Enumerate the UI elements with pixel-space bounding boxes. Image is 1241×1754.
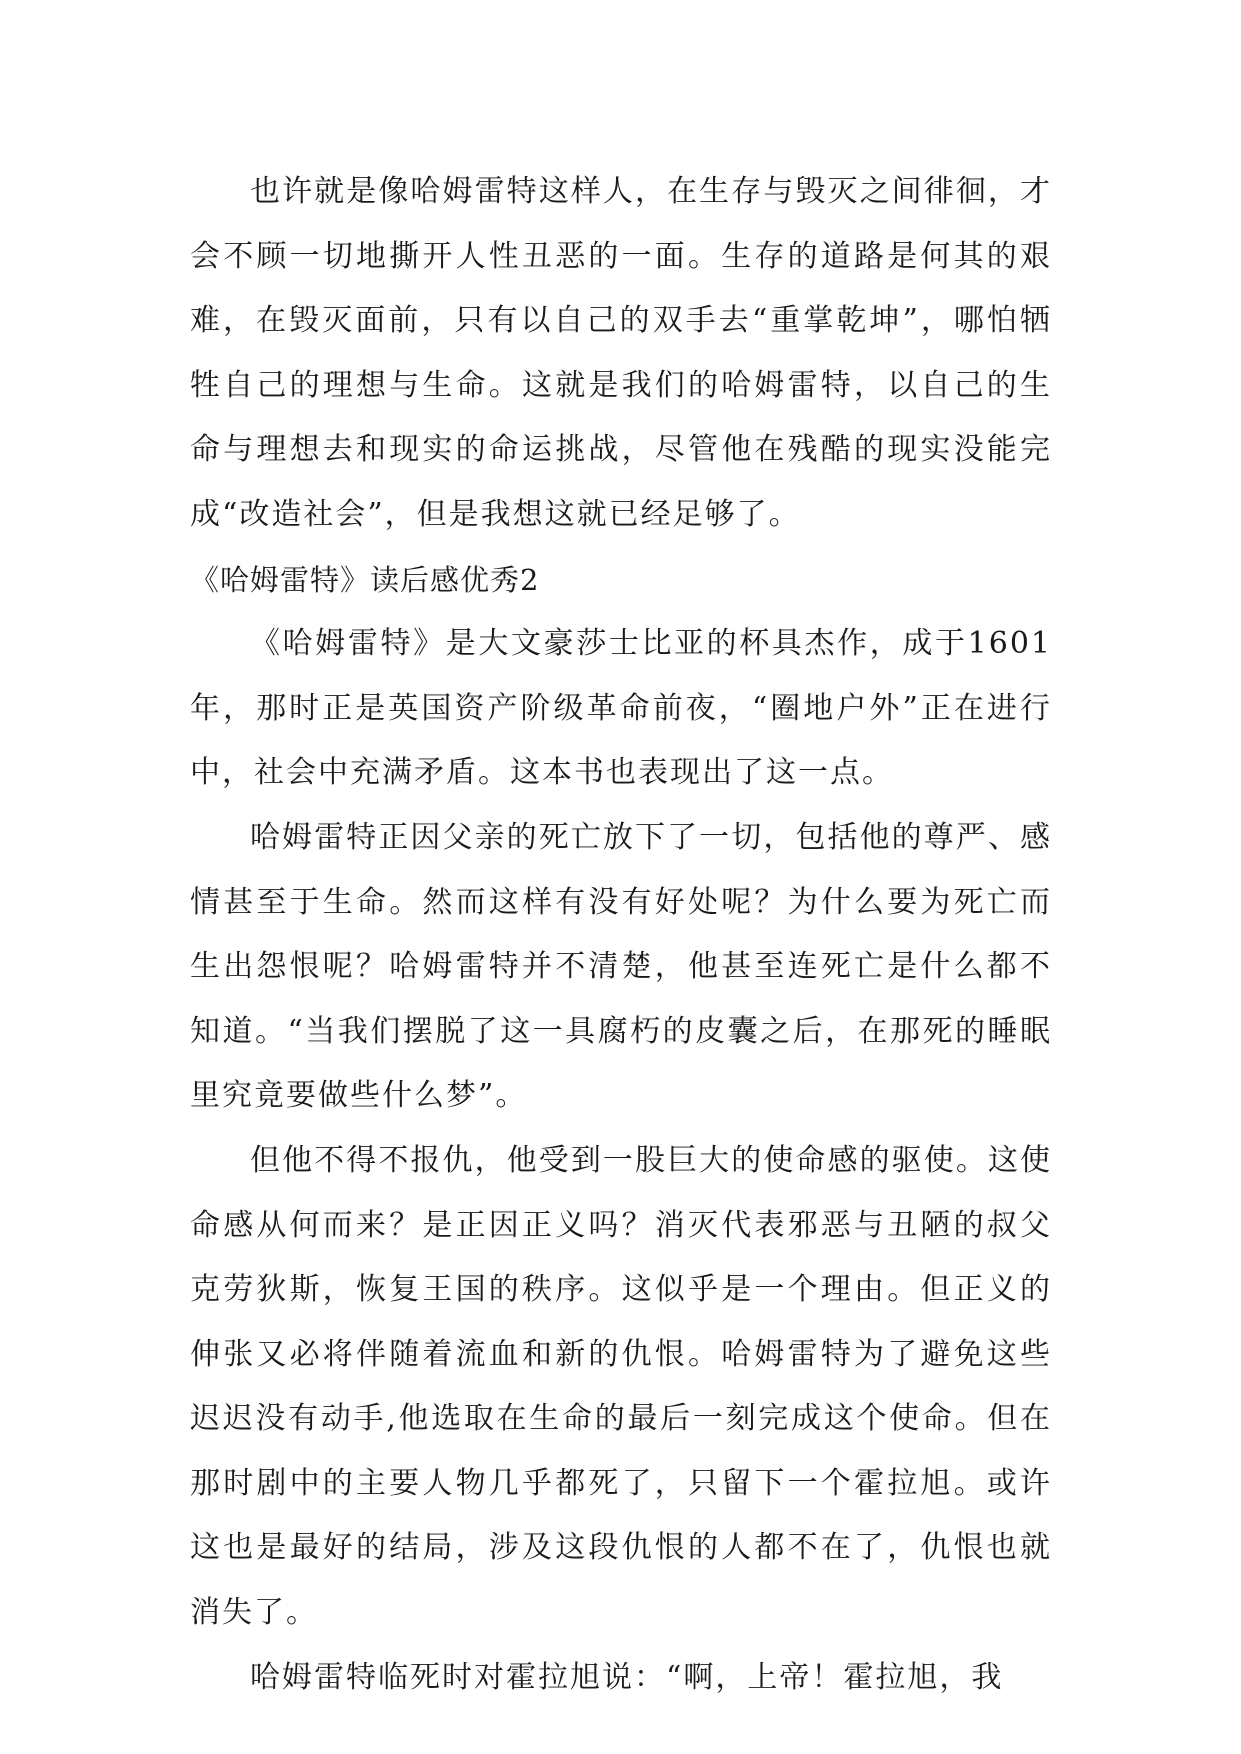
paragraph: 哈姆雷特临死时对霍拉旭说：“啊，上帝！霍拉旭，我 (250, 1659, 1004, 1695)
paragraph: 哈姆雷特正因父亲的死亡放下了一切，包括他的尊严、感情甚至于生命。然而这样有没有好处呢？为什么要为死亡而生出怨恨呢？哈姆雷特并不清楚，他甚至连死亡是什么都不知道。“当我们摆脱了这一具腐朽的皮囊之后，在那死的睡眠里究竟要做些什么梦”。 (190, 819, 1052, 1114)
paragraph: 但他不得不报仇，他受到一股巨大的使命感的驱使。这使命感从何而来？是正因正义吗？消灭代表邪恶与丑陋的叔父克劳狄斯，恢复王国的秩序。这似乎是一个理由。但正义的伸张又必将伴随着流血和新的仇恨。哈姆雷特为了避免这些迟迟没有动手,他选取在生命的最后一刻完成这个使命。但在那时剧中的主要人物几乎都死了，只留下一个霍拉旭。或许这也是最好的结局，涉及这段仇恨的人都不在了，仇恨也就消失了。 (190, 1142, 1052, 1631)
document-body (190, 160, 1052, 1710)
section-heading: 《哈姆雷特》读后感优秀2 (190, 562, 540, 597)
paragraph: 也许就是像哈姆雷特这样人，在生存与毁灭之间徘徊，才会不顾一切地撕开人性丑恶的一面。生存的道路是何其的艰难，在毁灭面前，只有以自己的双手去“重掌乾坤”，哪怕牺牲自己的理想与生命。这就是我们的哈姆雷特，以自己的生命与理想去和现实的命运挑战，尽管他在残酷的现实没能完成“改造社会”，但是我想这就已经足够了。 (190, 174, 1052, 532)
paragraph: 《哈姆雷特》是大文豪莎士比亚的杯具杰作，成于1601年，那时正是英国资产阶级革命前夜，“圈地户外”正在进行中，社会中充满矛盾。这本书也表现出了这一点。 (190, 626, 1052, 791)
